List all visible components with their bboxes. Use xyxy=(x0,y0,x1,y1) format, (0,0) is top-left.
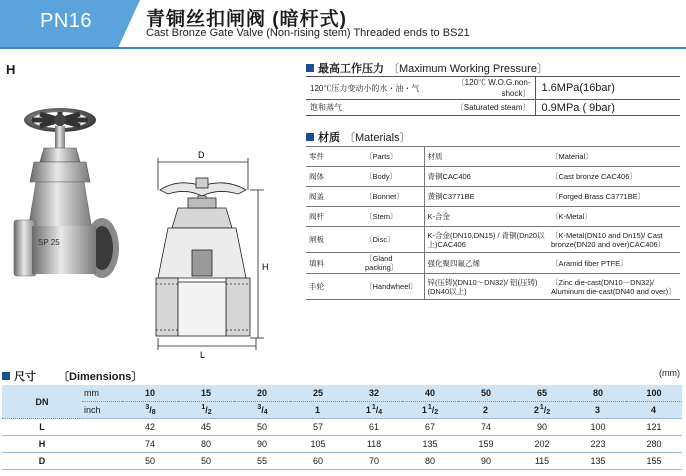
section-bullet-icon xyxy=(306,64,314,72)
side-mark: H xyxy=(6,62,16,77)
materials-header-row xyxy=(306,147,680,167)
dimension-value: 155 xyxy=(626,453,682,470)
pressure-value: 1.6MPa(16bar) xyxy=(535,77,680,100)
inch-slash: / xyxy=(149,405,152,415)
dimension-value: 60 xyxy=(290,453,346,470)
part-cn: 闸板 xyxy=(306,227,362,253)
dimension-value: 105 xyxy=(290,436,346,453)
dimension-value: 135 xyxy=(570,453,626,470)
part-en: 〔Stem〕 xyxy=(362,207,424,227)
dimension-value: 80 xyxy=(402,453,458,470)
section-drawing xyxy=(138,150,286,360)
inch-denominator: 4 xyxy=(263,409,268,416)
dimension-value: 135 xyxy=(402,436,458,453)
pressure-title-en: 〔Maximum Working Pressure〕 xyxy=(388,63,548,75)
material-en: 〔Aramid fiber PTFE〕 xyxy=(548,253,680,274)
dimension-value: 74 xyxy=(458,419,514,436)
dimension-label: D xyxy=(2,453,82,470)
dimensions-inch-row xyxy=(2,402,682,419)
part-header-cn: 零件 xyxy=(306,147,362,167)
dimension-value: 223 xyxy=(570,436,626,453)
materials-title-cn: 材质 xyxy=(318,132,340,144)
inch-numerator: 3 xyxy=(257,404,262,411)
materials-title-en: 〔Materials〕 xyxy=(344,132,411,144)
inch-slash: / xyxy=(543,405,547,415)
inch-whole: 4 xyxy=(650,405,656,415)
part-cn: 手轮 xyxy=(306,274,362,300)
inch-label: inch xyxy=(82,402,122,419)
inch-slash: / xyxy=(375,405,379,415)
part-cn: 阀盖 xyxy=(306,187,362,207)
spacer-cell xyxy=(82,453,122,470)
label-h: H xyxy=(262,262,269,272)
inch-numerator: 1 xyxy=(539,404,544,411)
spacer-cell xyxy=(82,419,122,436)
dimension-value: 80 xyxy=(178,436,234,453)
dn-inch-value xyxy=(458,402,514,419)
material-en: 〔Forged Brass C3771BE〕 xyxy=(548,187,680,207)
material-header-cn: 材质 xyxy=(424,147,548,167)
dimensions-row-h xyxy=(2,436,682,453)
inch-fraction xyxy=(534,403,550,417)
photo-body-marking: SP 25 xyxy=(38,238,60,247)
inch-whole: 1 xyxy=(314,405,320,415)
part-cn: 阀体 xyxy=(306,167,362,187)
dimension-value: 115 xyxy=(514,453,570,470)
inch-fraction xyxy=(422,403,438,417)
label-d: D xyxy=(198,150,205,160)
material-en: 〔Cast bronze CAC406〕 xyxy=(548,167,680,187)
pressure-condition-cn: 120℃压力变动小的水・油・气 xyxy=(306,77,436,100)
inch-numerator: 1 xyxy=(427,404,432,411)
pressure-condition-en: 〔Saturated steam〕 xyxy=(436,100,535,116)
materials-row xyxy=(306,167,680,187)
dimension-value: 74 xyxy=(122,436,178,453)
inch-fraction xyxy=(366,403,382,417)
inch-whole: 2 xyxy=(533,405,539,415)
dn-inch-value xyxy=(178,402,234,419)
dn-inch-value xyxy=(290,402,346,419)
inch-fraction xyxy=(315,406,321,415)
dimension-value: 45 xyxy=(178,419,234,436)
dn-inch-value xyxy=(402,402,458,419)
inch-fraction xyxy=(200,403,211,417)
dn-inch-value xyxy=(234,402,290,419)
dn-mm-value: 32 xyxy=(346,385,402,402)
inch-fraction xyxy=(256,403,267,417)
part-en: 〔Body〕 xyxy=(362,167,424,187)
dimension-value: 118 xyxy=(346,436,402,453)
dn-mm-value: 25 xyxy=(290,385,346,402)
dimensions-row-l xyxy=(2,419,682,436)
materials-section-title xyxy=(306,129,411,145)
dn-inch-value xyxy=(346,402,402,419)
inch-whole: 3 xyxy=(594,405,600,415)
inch-fraction xyxy=(595,406,601,415)
dimension-value: 57 xyxy=(290,419,346,436)
inch-numerator: 3 xyxy=(145,404,150,411)
inch-numerator: 1 xyxy=(371,404,376,411)
dimension-value: 42 xyxy=(122,419,178,436)
header-rule xyxy=(0,47,686,49)
pressure-row xyxy=(306,77,680,100)
section-bullet-icon xyxy=(306,133,314,141)
inch-whole: 1 xyxy=(421,405,427,415)
inch-whole: 1 xyxy=(365,405,371,415)
dn-inch-value xyxy=(626,402,682,419)
dimension-value: 202 xyxy=(514,436,570,453)
dimension-value: 159 xyxy=(458,436,514,453)
dn-mm-value: 80 xyxy=(570,385,626,402)
pressure-title-cn: 最高工作压力 xyxy=(318,63,384,75)
material-cn: 青铜CAC406 xyxy=(424,167,548,187)
dn-mm-value: 20 xyxy=(234,385,290,402)
dn-mm-value: 65 xyxy=(514,385,570,402)
dn-mm-value: 10 xyxy=(122,385,178,402)
page-title-en: Cast Bronze Gate Valve (Non-rising stem) Threaded ends to BS21 xyxy=(146,27,470,39)
dimension-label: L xyxy=(2,419,82,436)
part-en: 〔Gland packing〕 xyxy=(362,253,424,274)
dimensions-table xyxy=(2,385,682,470)
materials-row xyxy=(306,227,680,253)
dimension-value: 50 xyxy=(122,453,178,470)
spacer-cell xyxy=(82,436,122,453)
dimension-value: 70 xyxy=(346,453,402,470)
materials-row xyxy=(306,187,680,207)
dimension-value: 50 xyxy=(178,453,234,470)
valve-photo xyxy=(8,100,120,310)
dimensions-unit: (mm) xyxy=(659,368,680,378)
dimension-label: H xyxy=(2,436,82,453)
inch-fraction xyxy=(483,406,489,415)
material-cn: 锌(压铸)(DN10～DN32)/ 铝(压铸)(DN40以上) xyxy=(424,274,548,300)
inch-slash: / xyxy=(261,405,264,415)
dn-mm-value: 40 xyxy=(402,385,458,402)
materials-row xyxy=(306,274,680,300)
material-cn: 强化聚四氟乙烯 xyxy=(424,253,548,274)
inch-numerator: 1 xyxy=(201,404,206,411)
material-en: 〔K-Metal〕 xyxy=(548,207,680,227)
mm-label: mm xyxy=(82,385,122,402)
material-en: 〔Zinc die-cast(DN10－DN32)/ Aluminum die-cast(DN40 and over)〕 xyxy=(548,274,680,300)
pressure-table xyxy=(306,76,680,116)
pressure-section-title xyxy=(306,60,548,76)
dn-header: DN xyxy=(2,385,82,419)
dn-mm-value: 15 xyxy=(178,385,234,402)
part-en: 〔Handwheel〕 xyxy=(362,274,424,300)
materials-row xyxy=(306,207,680,227)
material-cn: K-合金(DN10,DN15) / 青铜(Dn20以上)CAC406 xyxy=(424,227,548,253)
materials-table xyxy=(306,146,680,300)
material-cn: K-合金 xyxy=(424,207,548,227)
dn-mm-value: 50 xyxy=(458,385,514,402)
dn-inch-value xyxy=(122,402,178,419)
material-header-en: 〔Material〕 xyxy=(548,147,680,167)
pressure-value: 0.9MPa ( 9bar) xyxy=(535,100,680,116)
dimension-value: 50 xyxy=(234,419,290,436)
dimension-value: 121 xyxy=(626,419,682,436)
inch-slash: / xyxy=(205,405,208,415)
inch-denominator: 2 xyxy=(207,409,212,416)
dimension-value: 100 xyxy=(570,419,626,436)
part-cn: 阀杆 xyxy=(306,207,362,227)
dimension-value: 90 xyxy=(458,453,514,470)
inch-fraction xyxy=(651,406,657,415)
part-header-en: 〔Parts〕 xyxy=(362,147,424,167)
material-cn: 黄铜C3771BE xyxy=(424,187,548,207)
page-title-cn: 青铜丝扣闸阀 (暗杆式) xyxy=(146,9,347,30)
inch-fraction xyxy=(144,403,155,417)
dimension-value: 90 xyxy=(234,436,290,453)
pressure-condition-cn: 饱和蒸气 xyxy=(306,100,436,116)
inch-whole: 2 xyxy=(482,405,488,415)
dimensions-row-d xyxy=(2,453,682,470)
page-header xyxy=(0,0,686,48)
dimensions-title-en: 〔Dimensions〕 xyxy=(58,371,143,383)
materials-row xyxy=(306,253,680,274)
inch-denominator: 2 xyxy=(546,409,551,416)
inch-denominator: 2 xyxy=(434,409,439,416)
dimension-value: 67 xyxy=(402,419,458,436)
inch-slash: / xyxy=(431,405,435,415)
dn-inch-value xyxy=(514,402,570,419)
label-l: L xyxy=(200,350,206,360)
dimension-value: 55 xyxy=(234,453,290,470)
pressure-condition-en: 〔120℃ W.O.G.non-shock〕 xyxy=(436,77,535,100)
material-en: 〔K-Metal(DN10 and Dn15)/ Cast bronze(DN20 and over)CAC406〕 xyxy=(548,227,680,253)
section-bullet-icon xyxy=(2,372,10,380)
inch-denominator: 8 xyxy=(151,409,156,416)
pressure-row xyxy=(306,100,680,116)
dn-inch-value xyxy=(570,402,626,419)
dimensions-mm-row xyxy=(2,385,682,402)
dimensions-title-cn: 尺寸 xyxy=(14,371,36,383)
model-code: PN16 xyxy=(40,10,93,32)
dn-mm-value: 100 xyxy=(626,385,682,402)
inch-denominator: 4 xyxy=(378,409,383,416)
dimension-value: 61 xyxy=(346,419,402,436)
part-en: 〔Bonnet〕 xyxy=(362,187,424,207)
dimension-value: 280 xyxy=(626,436,682,453)
dimensions-section-title xyxy=(2,368,686,384)
part-en: 〔Disc〕 xyxy=(362,227,424,253)
dimension-value: 90 xyxy=(514,419,570,436)
part-cn: 填料 xyxy=(306,253,362,274)
